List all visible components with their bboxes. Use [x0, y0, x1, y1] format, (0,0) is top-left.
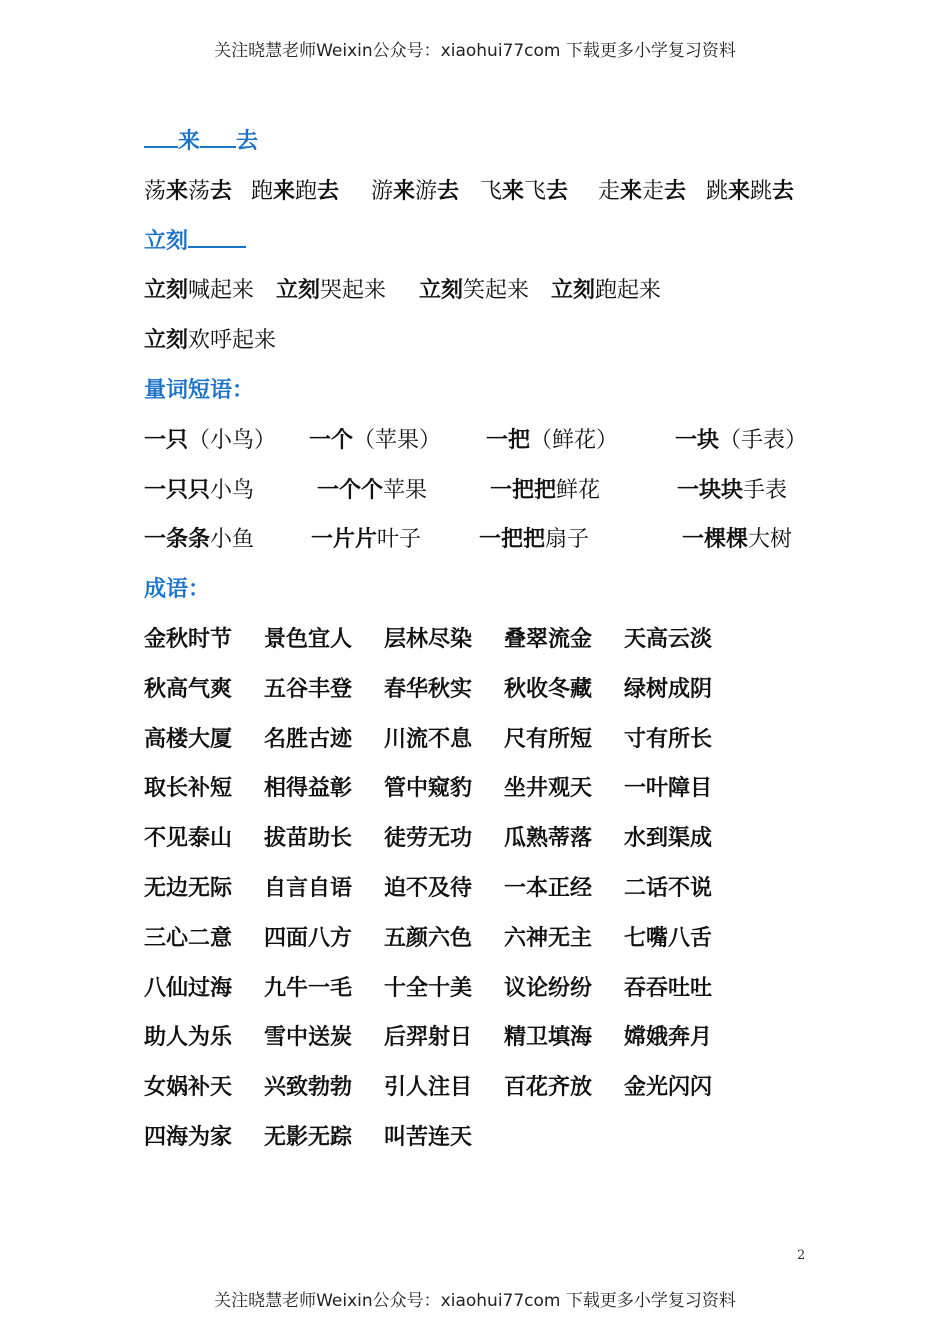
- phrase: 立刻喊起来: [144, 278, 255, 304]
- idiom: 迫不及待: [384, 875, 473, 901]
- phrase: 立刻跑起来: [551, 278, 662, 304]
- idiom: 四海为家: [144, 1124, 233, 1150]
- idiom-row: [144, 1118, 824, 1168]
- like-examples-row2: [144, 321, 824, 371]
- idiom: 叠翠流金: [504, 626, 593, 652]
- phrase: 一片片叶子: [311, 527, 422, 553]
- phrase: 跑来跑去: [251, 178, 340, 204]
- page-header: 关注晓慧老师Weixin公众号：xiaohui77com 下载更多小学复习资料: [214, 41, 736, 61]
- idiom: 四面八方: [264, 925, 353, 951]
- idiom: 自言自语: [264, 875, 353, 901]
- phrase: 立刻哭起来: [276, 278, 387, 304]
- idiom: 六神无主: [504, 925, 593, 951]
- idiom: 金秋时节: [144, 626, 233, 652]
- idiom: 川流不息: [384, 726, 473, 752]
- phrase: 走来走去: [598, 178, 687, 204]
- phrase: 立刻笑起来: [419, 278, 530, 304]
- heading-like: [144, 222, 824, 272]
- idiom: 寸有所长: [624, 726, 713, 752]
- idiom: 十全十美: [384, 975, 473, 1001]
- idiom: 景色宜人: [264, 626, 353, 652]
- idiom: 瓜熟蒂落: [504, 826, 593, 852]
- idiom: 百花齐放: [504, 1075, 593, 1101]
- idiom-row: [144, 869, 824, 919]
- phrase: 一块块手表: [677, 477, 788, 503]
- idiom: 后羿射日: [384, 1025, 473, 1051]
- phrase: 一把把鲜花: [490, 477, 601, 503]
- document-body: [144, 122, 824, 1168]
- idiom: 五谷丰登: [264, 676, 353, 702]
- phrase: 立刻欢呼起来: [144, 328, 277, 354]
- phrase: 一个个苹果: [317, 477, 428, 503]
- heading-measure-words: 量词短语：: [144, 377, 255, 403]
- idiom: 一叶障目: [624, 776, 713, 802]
- idiom: 层林尽染: [384, 626, 473, 652]
- idiom: 八仙过海: [144, 975, 233, 1001]
- idiom: 九牛一毛: [264, 975, 353, 1001]
- idiom: 五颜六色: [384, 925, 473, 951]
- fill-blank: [188, 242, 246, 248]
- idiom-row: [144, 720, 824, 770]
- idiom: 拔苗助长: [264, 826, 353, 852]
- idiom: 三心二意: [144, 925, 233, 951]
- lai-qu-examples: [144, 172, 824, 222]
- idiom-row: [144, 670, 824, 720]
- idiom: 无边无际: [144, 875, 233, 901]
- idiom: 引人注目: [384, 1075, 473, 1101]
- idiom: 一本正经: [504, 875, 593, 901]
- idiom-row: [144, 620, 824, 670]
- idiom: 七嘴八舌: [624, 925, 713, 951]
- phrase: 一个（苹果）: [309, 427, 442, 453]
- heading-char: 来: [178, 129, 201, 154]
- measure-row: [144, 520, 824, 570]
- idiom-row: [144, 969, 824, 1019]
- idiom: 兴致勃勃: [264, 1075, 353, 1101]
- idiom: 秋收冬藏: [504, 676, 593, 702]
- idiom: 助人为乐: [144, 1025, 233, 1051]
- idiom-row: [144, 1068, 824, 1118]
- idiom: 水到渠成: [624, 826, 713, 852]
- phrase: 飞来飞去: [480, 178, 569, 204]
- idiom: 金光闪闪: [624, 1075, 713, 1101]
- heading-lai-qu: [144, 122, 824, 172]
- idiom: 秋高气爽: [144, 676, 233, 702]
- idiom: 不见泰山: [144, 826, 233, 852]
- idiom: 雪中送炭: [264, 1025, 353, 1051]
- phrase: 一棵棵大树: [682, 527, 793, 553]
- heading-char: 去: [236, 129, 259, 154]
- idiom-row: [144, 769, 824, 819]
- idiom: 管中窥豹: [384, 776, 473, 802]
- idiom-grid: [144, 620, 824, 1168]
- measure-row: [144, 471, 824, 521]
- phrase: 游来游去: [371, 178, 460, 204]
- heading-text: 立刻: [144, 228, 189, 254]
- idiom-row: [144, 819, 824, 869]
- idiom: 嫦娥奔月: [624, 1025, 713, 1051]
- like-examples-row1: [144, 271, 824, 321]
- idiom: 尺有所短: [504, 726, 593, 752]
- measure-row: [144, 421, 824, 471]
- phrase: 一块（手表）: [675, 427, 808, 453]
- phrase: 跳来跳去: [706, 178, 795, 204]
- fill-blank: [200, 142, 236, 148]
- idiom: 春华秋实: [384, 676, 473, 702]
- idiom: 相得益彰: [264, 776, 353, 802]
- idiom-row: [144, 919, 824, 969]
- idiom: 天高云淡: [624, 626, 713, 652]
- idiom: 坐井观天: [504, 776, 593, 802]
- phrase: 一把（鲜花）: [486, 427, 619, 453]
- phrase: 一只只小鸟: [144, 477, 255, 503]
- idiom: 议论纷纷: [504, 975, 593, 1001]
- page-footer: 关注晓慧老师Weixin公众号：xiaohui77com 下载更多小学复习资料: [214, 1291, 736, 1311]
- idiom: 女娲补天: [144, 1075, 233, 1101]
- idiom: 无影无踪: [264, 1124, 353, 1150]
- idiom: 徒劳无功: [384, 826, 473, 852]
- phrase: 一只（小鸟）: [144, 427, 277, 453]
- idiom: 吞吞吐吐: [624, 975, 713, 1001]
- idiom: 叫苦连天: [384, 1124, 473, 1150]
- phrase: 一把把扇子: [479, 527, 590, 553]
- heading-idioms: 成语：: [144, 577, 211, 603]
- phrase: 荡来荡去: [144, 178, 233, 204]
- page-number: 2: [797, 1248, 806, 1263]
- idiom: 绿树成阴: [624, 676, 713, 702]
- idiom: 高楼大厦: [144, 726, 233, 752]
- idiom: 名胜古迹: [264, 726, 353, 752]
- idiom: 取长补短: [144, 776, 233, 802]
- idiom: 二话不说: [624, 875, 713, 901]
- phrase: 一条条小鱼: [144, 527, 255, 553]
- idiom: 精卫填海: [504, 1025, 593, 1051]
- idiom-row: [144, 1018, 824, 1068]
- fill-blank: [144, 142, 178, 148]
